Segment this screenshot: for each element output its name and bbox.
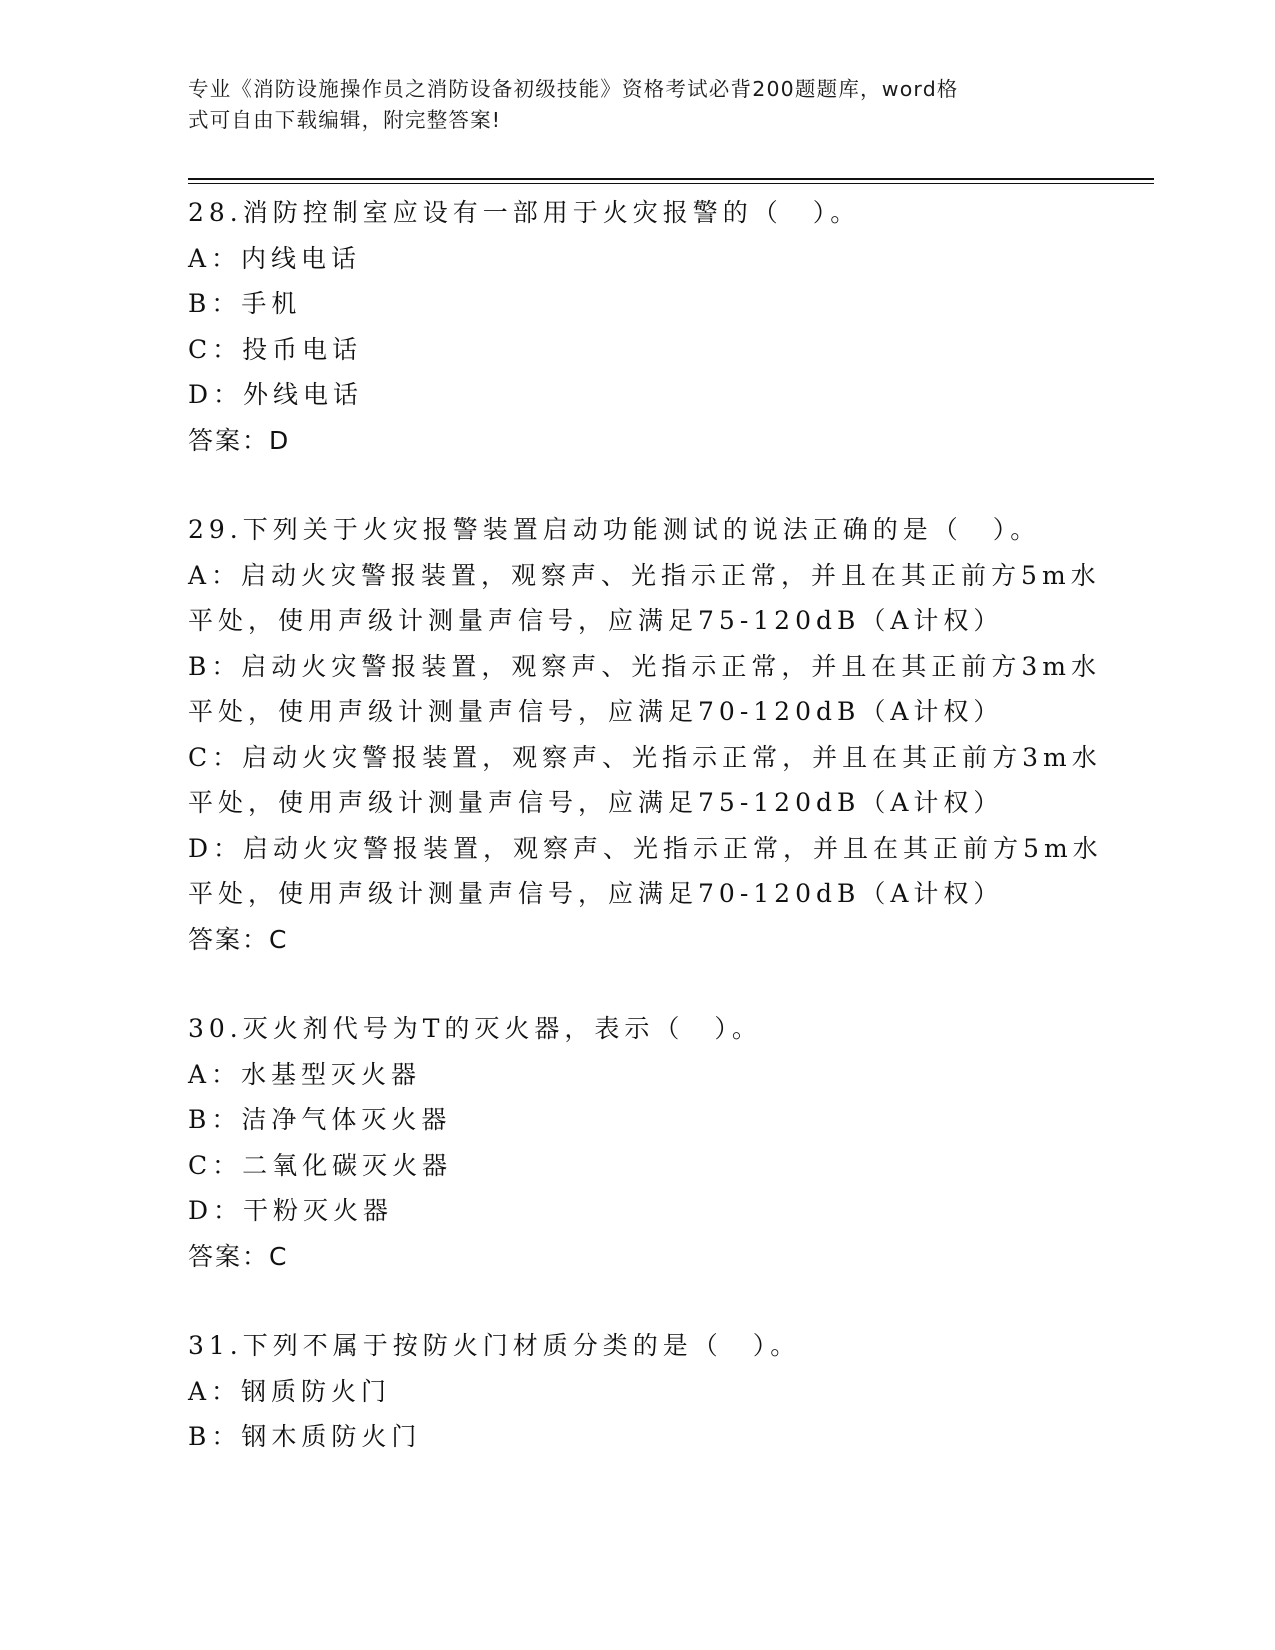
- option-line: B：洁净气体灭火器: [188, 1105, 452, 1134]
- option-line: 平处，使用声级计测量声信号，应满足75-120dB（A计权）: [188, 606, 1004, 635]
- question-block: [188, 190, 1088, 463]
- option-line: 平处，使用声级计测量声信号，应满足75-120dB（A计权）: [188, 788, 1004, 817]
- answer-line: 答案：D: [188, 425, 291, 455]
- option-line: A：钢质防火门: [188, 1376, 392, 1406]
- option-line: 平处，使用声级计测量声信号，应满足70-120dB（A计权）: [188, 879, 1004, 908]
- option-line: C：二氧化碳灭火器: [188, 1150, 453, 1180]
- option-line: C：启动火灾警报装置，观察声、光指示正常，并且在其正前方3m水: [188, 742, 1102, 772]
- answer-line: 答案：C: [188, 1241, 289, 1271]
- question-stem: 28.消防控制室应设有一部用于火灾报警的（ ）。: [188, 198, 861, 227]
- header-divider-thick: [188, 178, 1154, 180]
- question-block: [188, 1323, 1088, 1460]
- document-header: [188, 74, 1068, 136]
- option-line: 平处，使用声级计测量声信号，应满足70-120dB（A计权）: [188, 697, 1004, 726]
- answer-line: 答案：C: [188, 924, 289, 954]
- option-line: B：钢木质防火门: [188, 1422, 422, 1451]
- option-line: D：启动火灾警报装置，观察声、光指示正常，并且在其正前方5m水: [188, 833, 1103, 863]
- question-list: [188, 190, 1103, 1504]
- option-line: A：启动火灾警报装置，观察声、光指示正常，并且在其正前方5m水: [188, 560, 1101, 590]
- option-line: B：手机: [188, 289, 302, 318]
- option-line: A：内线电话: [188, 243, 362, 273]
- question-block: [188, 1006, 1088, 1279]
- option-line: A：水基型灭火器: [188, 1059, 422, 1089]
- option-line: D：外线电话: [188, 380, 364, 409]
- option-line: C：投币电话: [188, 334, 363, 364]
- question-stem: 29.下列关于火灾报警装置启动功能测试的说法正确的是（ ）。: [188, 515, 1041, 544]
- question-block: [188, 507, 1103, 962]
- header-line-2: 式可自由下载编辑，附完整答案!: [188, 108, 502, 132]
- question-stem: 31.下列不属于按防火门材质分类的是（ ）。: [188, 1331, 801, 1360]
- question-stem: 30.灭火剂代号为T的灭火器，表示（ ）。: [188, 1014, 762, 1043]
- header-line-1: 专业《消防设施操作员之消防设备初级技能》资格考试必背200题题库，word格: [188, 77, 959, 101]
- header-divider-thin: [188, 183, 1154, 184]
- option-line: D：干粉灭火器: [188, 1196, 394, 1225]
- option-line: B：启动火灾警报装置，观察声、光指示正常，并且在其正前方3m水: [188, 651, 1101, 681]
